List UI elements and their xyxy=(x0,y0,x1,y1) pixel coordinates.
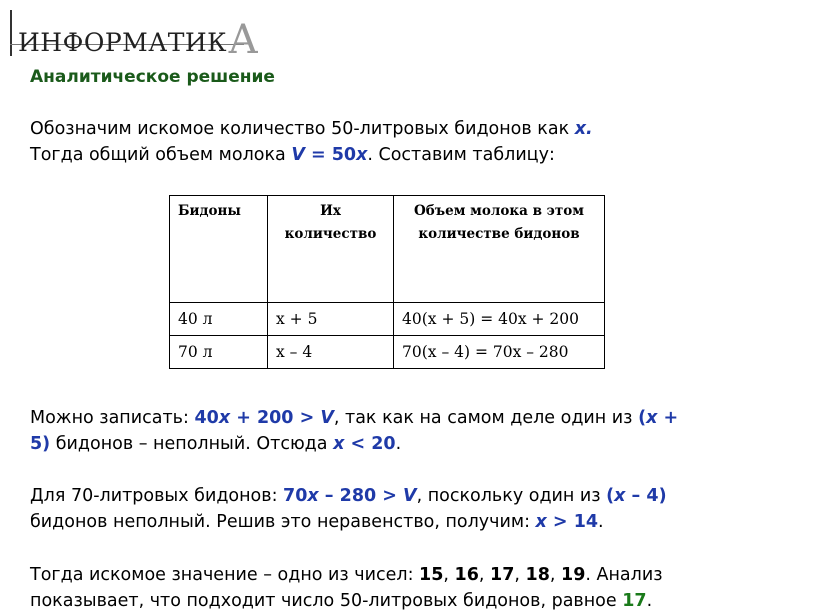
var-x: x xyxy=(333,434,345,454)
var-v: V xyxy=(403,486,417,506)
text: . xyxy=(598,512,604,532)
candidate-number: 18 xyxy=(525,565,550,585)
text: показывает, что подходит число 50-литровых бидонов, равное xyxy=(30,591,623,611)
brand-bar xyxy=(10,10,12,56)
var-v: V xyxy=(291,145,305,165)
formula: 5) xyxy=(30,434,51,454)
table-cell: 70 л xyxy=(170,336,268,369)
text: бидонов неполный. Решив это неравенство, получим: xyxy=(30,512,536,532)
text: , поскольку один из xyxy=(416,486,607,506)
milk-table xyxy=(169,195,605,369)
var-x: x xyxy=(646,408,658,428)
table-header-row xyxy=(170,196,605,303)
intro-text: Тогда общий объем молока xyxy=(30,145,292,165)
formula: + 200 > xyxy=(230,408,321,428)
var-x: x xyxy=(218,408,231,428)
formula: 40 xyxy=(194,408,219,428)
formula: ( xyxy=(606,486,615,506)
brand-logo xyxy=(18,15,259,61)
text: , xyxy=(514,565,526,585)
table-row xyxy=(170,303,605,336)
candidate-number: 17 xyxy=(490,565,515,585)
formula: – 280 > xyxy=(318,486,404,506)
formula: = 50 xyxy=(304,145,357,165)
var-x: x xyxy=(614,486,626,506)
table-header: Объем молока в этом количестве бидонов xyxy=(394,196,605,303)
text: , так как на самом деле один из xyxy=(333,408,639,428)
text: , xyxy=(549,565,562,585)
text: Можно записать: xyxy=(30,408,195,428)
var-x: x xyxy=(307,486,319,506)
table-cell: x – 4 xyxy=(268,336,394,369)
text: . xyxy=(646,591,653,611)
text: . xyxy=(395,434,402,454)
var-x: x xyxy=(535,512,547,532)
var-x: x xyxy=(574,119,586,139)
answer-number: 17 xyxy=(622,591,647,611)
intro-dot: . xyxy=(586,119,593,139)
table-row xyxy=(170,336,605,369)
text: Для 70-литровых бидонов: xyxy=(30,486,284,506)
paragraph-40l xyxy=(30,405,790,457)
text: бидонов – неполный. Отсюда xyxy=(50,434,334,454)
text: , xyxy=(478,565,491,585)
paragraph-70l xyxy=(30,483,790,535)
text: . Анализ xyxy=(585,565,663,585)
paragraph-conclusion xyxy=(30,562,790,614)
brand-big-letter: А xyxy=(228,17,259,63)
text: , xyxy=(443,565,455,585)
table-cell: 40 л xyxy=(170,303,268,336)
table-header: Бидоны xyxy=(170,196,268,303)
formula: ( xyxy=(638,408,647,428)
candidate-number: 15 xyxy=(419,565,444,585)
text: Тогда искомое значение – одно из чисел: xyxy=(30,565,420,585)
intro-text: Обозначим искомое количество 50-литровых бидонов как xyxy=(30,119,575,139)
formula: < 20 xyxy=(344,434,396,454)
candidate-number: 19 xyxy=(561,565,586,585)
brand-text: ИНФОРМАТИК xyxy=(18,28,228,57)
var-x: x xyxy=(356,145,368,165)
formula: + xyxy=(657,408,679,428)
formula: – 4) xyxy=(625,486,667,506)
candidate-number: 16 xyxy=(454,565,479,585)
formula: 70 xyxy=(283,486,308,506)
table-cell: 40(x + 5) = 40x + 200 xyxy=(394,303,605,336)
formula: > 14 xyxy=(546,512,599,532)
table-header: Их количество xyxy=(268,196,394,303)
section-heading: Аналитическое решение xyxy=(30,67,275,87)
intro-text: . Составим таблицу: xyxy=(367,145,555,165)
intro-paragraph xyxy=(30,116,790,168)
var-v: V xyxy=(320,408,334,428)
table-cell: 70(x – 4) = 70x – 280 xyxy=(394,336,605,369)
table-cell: x + 5 xyxy=(268,303,394,336)
